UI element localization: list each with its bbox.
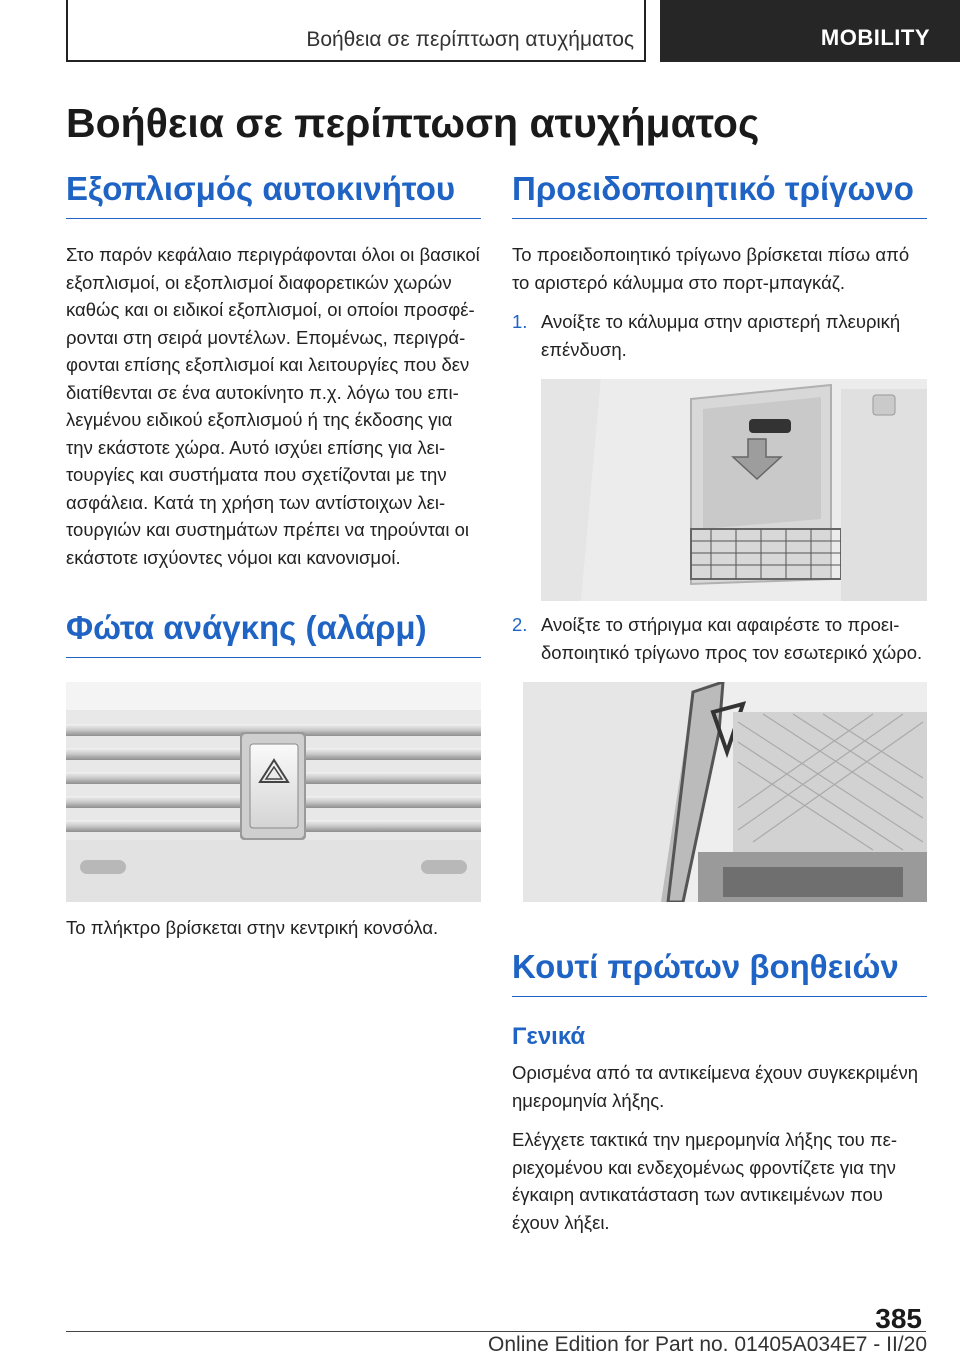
first-aid-paragraph-1: Ορισμένα από τα αντικείμενα έχουν συγκεκριμένη ημερομηνία λήξης. xyxy=(512,1062,919,1111)
step-1 xyxy=(512,308,927,363)
warning-triangle-intro: Το προειδοποιητικό τρίγωνο βρίσκεται πίσω από το αριστερό κάλυμμα στο πορτ-μπαγκάζ. xyxy=(512,244,910,293)
page-number: 385 xyxy=(875,1303,922,1334)
trunk-cover-illustration xyxy=(541,379,927,601)
section-heading-hazard-lights: Φώτα ανάγκης (αλάρμ) xyxy=(66,609,481,658)
first-aid-paragraph-2: Ελέγχετε τακτικά την ημερομηνία λήξης του περιεχομένου και ενδεχομένως φροντίζετε για την έγκαιρη αντικατάσταση των αντικειμένων που έχουν λήξει. xyxy=(512,1129,898,1233)
step-2 xyxy=(512,611,927,666)
step-1-number: 1. xyxy=(512,311,528,332)
running-header: Βοήθεια σε περίπτωση ατυχήματος xyxy=(306,28,634,51)
footer-divider xyxy=(66,1331,926,1332)
step-1-text: Ανοίξτε το κάλυμμα στην αριστερή πλευρική επένδυση. xyxy=(541,311,901,360)
hazard-button-illustration xyxy=(66,682,481,902)
section-heading-warning-triangle: Προειδοποιητικό τρίγωνο xyxy=(512,170,927,219)
step-2-number: 2. xyxy=(512,614,528,635)
section-badge: MOBILITY xyxy=(660,0,960,62)
section-heading-first-aid-kit: Κουτί πρώτων βοηθειών xyxy=(512,948,927,997)
hazard-caption: Το πλήκτρο βρίσκεται στην κεντρική κονσόλα. xyxy=(66,917,439,938)
edition-footer: Online Edition for Part no. 01405A034E7 - II/20 xyxy=(488,1333,927,1356)
section-heading-equipment: Εξοπλισμός αυτοκινήτου xyxy=(66,170,481,219)
warning-triangle-holder-illustration xyxy=(523,682,927,902)
right-column xyxy=(512,170,927,1236)
equipment-paragraph: Στο παρόν κεφάλαιο περιγράφονται όλοι οι βασικοί εξοπλισμοί, οι εξοπλισμοί διαφορετικών χωρών καθώς και οι ειδικοί εξοπλισμοί, οι οποίοι προσφέρονται στη σειρά μοντέλων. Επομένως, περιγράφονται επίσης εξοπλισμοί και λειτουργίες που δεν διατίθενται σε ένα αυτοκίνητο π.χ. λόγω του επιλεγμένου ειδικού εξοπλισμού ή της έκδοσης για την εκάστοτε χώρα. Αυτό ισχύει επίσης για λειτουργίες και συστήματα που σχετίζονται με την ασφάλεια. Κατά τη χρήση των αντίστοιχων λειτουργιών και συστημάτων πρέπει να τηρούνται οι εκάστοτε ισχύοντες νόμοι και κανονισμοί. xyxy=(66,244,480,568)
left-column xyxy=(66,170,481,942)
subheading-general: Γενικά xyxy=(512,1023,586,1050)
step-2-text: Ανοίξτε το στήριγμα και αφαιρέστε το προειδοποιητικό τρίγωνο προς τον εσωτερικό χώρο. xyxy=(541,614,923,663)
page-title: Βοήθεια σε περίπτωση ατυχήματος xyxy=(66,100,760,146)
